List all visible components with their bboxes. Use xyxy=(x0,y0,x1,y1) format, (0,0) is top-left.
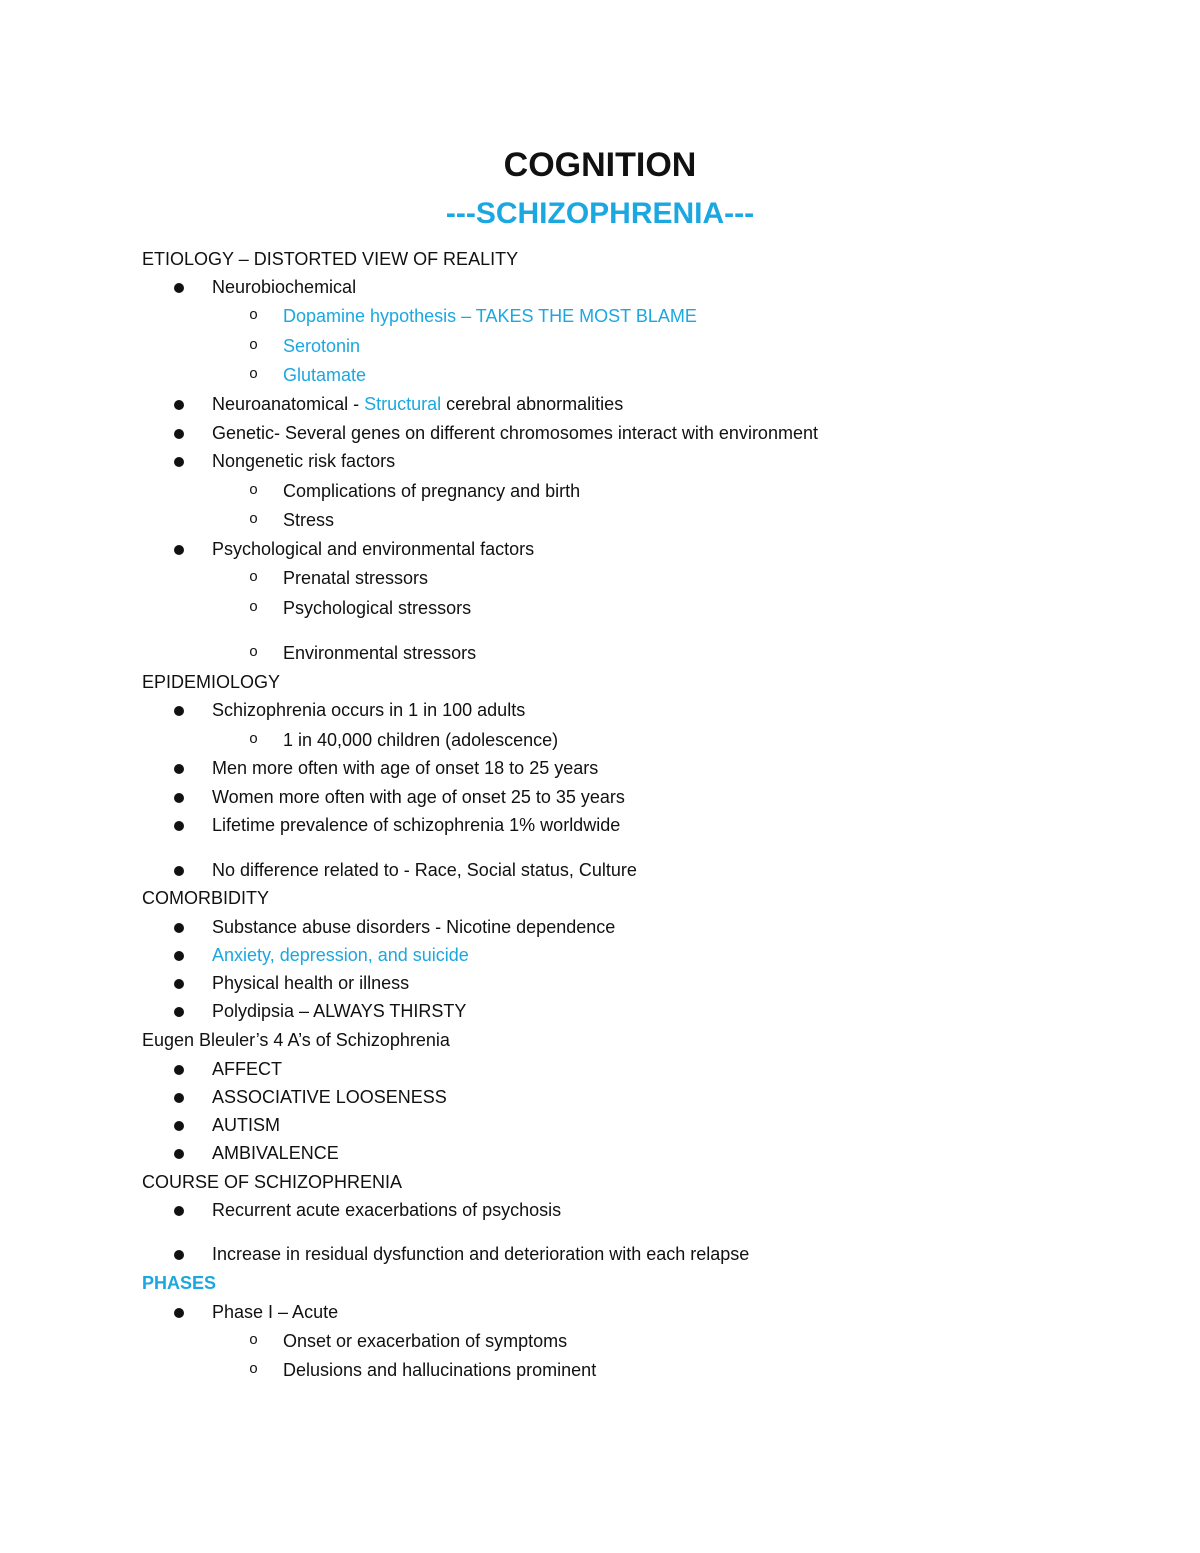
anxiety-item: Anxiety, depression, and suicide xyxy=(212,945,469,965)
sub-marker: o xyxy=(249,366,259,383)
recurrent-item: Recurrent acute exacerbations of psychosis xyxy=(212,1200,562,1220)
document-subtitle: ---SCHIZOPHRENIA--- xyxy=(445,197,755,230)
delusions-item: Delusions and hallucinations prominent xyxy=(283,1360,597,1380)
phase1-item: Phase I – Acute xyxy=(212,1302,339,1322)
dopamine-item: Dopamine hypothesis – TAKES THE MOST BLAME xyxy=(283,306,697,326)
epidemiology-heading: EPIDEMIOLOGY xyxy=(142,672,281,692)
serotonin-item: Serotonin xyxy=(283,336,361,356)
neuroanatomical-highlight: Structural xyxy=(364,394,442,414)
children-item: 1 in 40,000 children (adolescence) xyxy=(283,730,559,750)
neuroanatomical-item xyxy=(212,393,623,415)
bullet-marker xyxy=(174,283,184,293)
nongenetic-item: Nongenetic risk factors xyxy=(212,451,396,471)
no-difference-item: No difference related to - Race, Social status, Culture xyxy=(212,860,637,880)
associative-item: ASSOCIATIVE LOOSENESS xyxy=(212,1087,447,1107)
etiology-heading: ETIOLOGY – DISTORTED VIEW OF REALITY xyxy=(142,249,519,269)
sub-marker: o xyxy=(249,482,259,499)
sub-marker: o xyxy=(249,644,259,661)
comorbidity-heading: COMORBIDITY xyxy=(142,888,270,908)
neuroanatomical-prefix: Neuroanatomical - xyxy=(212,394,365,414)
bullet-marker xyxy=(174,1308,184,1318)
psychological-item: Psychological stressors xyxy=(283,598,472,618)
bullet-marker xyxy=(174,429,184,439)
sub-marker: o xyxy=(249,307,259,324)
sub-marker: o xyxy=(249,1361,259,1378)
psych-env-item: Psychological and environmental factors xyxy=(212,539,535,559)
autism-item: AUTISM xyxy=(212,1115,281,1135)
bullet-marker xyxy=(174,979,184,989)
bullet-marker xyxy=(174,706,184,716)
bullet-marker xyxy=(174,923,184,933)
bullet-marker xyxy=(174,1149,184,1159)
bullet-marker xyxy=(174,821,184,831)
sub-marker: o xyxy=(249,731,259,748)
polydipsia-item: Polydipsia – ALWAYS THIRSTY xyxy=(212,1001,467,1021)
stress-item: Stress xyxy=(283,510,335,530)
occurs-item: Schizophrenia occurs in 1 in 100 adults xyxy=(212,700,526,720)
women-item: Women more often with age of onset 25 to 35 years xyxy=(212,787,625,807)
bullet-marker xyxy=(174,951,184,961)
prenatal-item: Prenatal stressors xyxy=(283,568,429,588)
glutamate-item: Glutamate xyxy=(283,365,367,385)
genetic-item: Genetic- Several genes on different chromosomes interact with environment xyxy=(212,423,818,443)
bleuler-heading: Eugen Bleuler’s 4 A’s of Schizophrenia xyxy=(142,1030,450,1050)
complications-item: Complications of pregnancy and birth xyxy=(283,481,581,501)
ambivalence-item: AMBIVALENCE xyxy=(212,1143,339,1163)
document-title: COGNITION xyxy=(503,146,697,184)
sub-marker: o xyxy=(249,569,259,586)
bullet-marker xyxy=(174,1065,184,1075)
bullet-marker xyxy=(174,793,184,803)
neuroanatomical-suffix: cerebral abnormalities xyxy=(441,394,624,414)
bullet-marker xyxy=(174,400,184,410)
affect-item: AFFECT xyxy=(212,1059,282,1079)
environmental-item: Environmental stressors xyxy=(283,643,477,663)
sub-marker: o xyxy=(249,511,259,528)
sub-marker: o xyxy=(249,599,259,616)
lifetime-item: Lifetime prevalence of schizophrenia 1% worldwide xyxy=(212,815,621,835)
physical-item: Physical health or illness xyxy=(212,973,410,993)
course-heading: COURSE OF SCHIZOPHRENIA xyxy=(142,1172,403,1192)
bullet-marker xyxy=(174,866,184,876)
men-item: Men more often with age of onset 18 to 25 years xyxy=(212,758,599,778)
bullet-marker xyxy=(174,1093,184,1103)
onset-item: Onset or exacerbation of symptoms xyxy=(283,1331,568,1351)
bullet-marker xyxy=(174,1007,184,1017)
bullet-marker xyxy=(174,1206,184,1216)
sub-marker: o xyxy=(249,1332,259,1349)
increase-item: Increase in residual dysfunction and deterioration with each relapse xyxy=(212,1244,750,1264)
bullet-marker xyxy=(174,457,184,467)
bullet-marker xyxy=(174,545,184,555)
bullet-marker xyxy=(174,1250,184,1260)
bullet-marker xyxy=(174,1121,184,1131)
sub-marker: o xyxy=(249,337,259,354)
bullet-marker xyxy=(174,764,184,774)
substance-item: Substance abuse disorders - Nicotine dependence xyxy=(212,917,616,937)
neurobiochemical-item: Neurobiochemical xyxy=(212,277,357,297)
phases-heading: PHASES xyxy=(142,1273,217,1293)
